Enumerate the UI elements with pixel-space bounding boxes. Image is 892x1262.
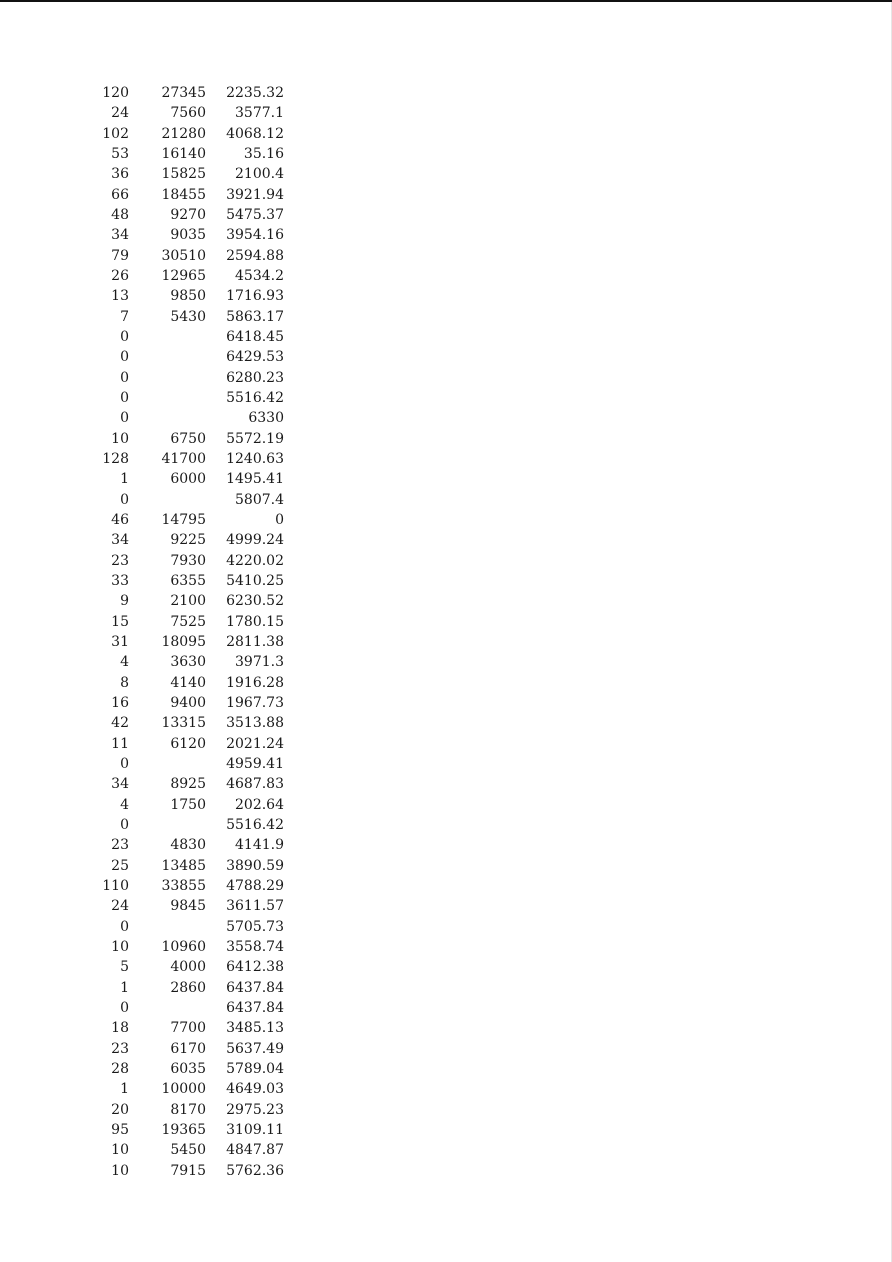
table-row (97, 144, 284, 164)
table-row (97, 876, 284, 896)
value-cell: 3971.3 (235, 654, 284, 671)
table-row (97, 124, 284, 144)
amount-cell: 4140 (170, 674, 206, 691)
count-cell: 0 (120, 918, 129, 935)
count-cell: 0 (120, 369, 129, 386)
amount-cell: 13315 (161, 715, 206, 732)
table-row (97, 815, 284, 835)
amount-cell: 15825 (161, 166, 206, 183)
table-row (97, 1018, 284, 1038)
value-cell: 4999.24 (226, 532, 284, 549)
table-row (97, 591, 284, 611)
amount-cell: 30510 (161, 247, 206, 264)
count-cell: 23 (111, 837, 129, 854)
count-cell: 95 (111, 1121, 129, 1138)
amount-cell: 16140 (161, 146, 206, 163)
count-cell: 8 (120, 674, 129, 691)
amount-cell: 5450 (170, 1142, 206, 1159)
table-row (97, 734, 284, 754)
count-cell: 1 (120, 979, 129, 996)
amount-cell: 6355 (170, 573, 206, 590)
count-cell: 7 (120, 308, 129, 325)
count-cell: 9 (120, 593, 129, 610)
table-row (97, 551, 284, 571)
amount-cell (129, 490, 206, 510)
count-cell: 15 (111, 613, 129, 630)
table-row (97, 429, 284, 449)
count-cell: 0 (120, 349, 129, 366)
count-cell: 13 (111, 288, 129, 305)
value-cell: 5637.49 (226, 1040, 284, 1057)
count-cell: 48 (111, 207, 129, 224)
value-cell: 5807.4 (235, 491, 284, 508)
amount-cell: 6750 (170, 430, 206, 447)
table-row (97, 1079, 284, 1099)
count-cell: 20 (111, 1101, 129, 1118)
value-cell: 6429.53 (226, 349, 284, 366)
value-cell: 5789.04 (226, 1060, 284, 1077)
count-cell: 10 (111, 1162, 129, 1179)
count-cell: 36 (111, 166, 129, 183)
table-row (97, 1038, 284, 1058)
value-cell: 1240.63 (226, 451, 284, 468)
amount-cell (129, 916, 206, 936)
table-row (97, 266, 284, 286)
amount-cell: 21280 (161, 125, 206, 142)
table-row (97, 937, 284, 957)
amount-cell: 9845 (170, 898, 206, 915)
value-cell: 3109.11 (226, 1121, 284, 1138)
count-cell: 5 (120, 959, 129, 976)
value-cell: 6437.84 (226, 999, 284, 1016)
amount-cell: 12965 (161, 268, 206, 285)
amount-cell: 41700 (161, 451, 206, 468)
count-cell: 10 (111, 430, 129, 447)
count-cell: 66 (111, 186, 129, 203)
amount-cell: 8170 (170, 1101, 206, 1118)
count-cell: 23 (111, 1040, 129, 1057)
amount-cell: 4000 (170, 959, 206, 976)
count-cell: 79 (111, 247, 129, 264)
amount-cell: 6120 (170, 735, 206, 752)
table-row (97, 490, 284, 510)
count-cell: 34 (111, 532, 129, 549)
count-cell: 24 (111, 898, 129, 915)
count-cell: 23 (111, 552, 129, 569)
count-cell: 0 (120, 410, 129, 427)
value-cell: 6412.38 (226, 959, 284, 976)
table-row (97, 1140, 284, 1160)
amount-cell: 5430 (170, 308, 206, 325)
value-cell: 5863.17 (226, 308, 284, 325)
amount-cell: 33855 (161, 877, 206, 894)
count-cell: 46 (111, 512, 129, 529)
value-cell: 6418.45 (226, 329, 284, 346)
amount-cell (129, 388, 206, 408)
count-cell: 10 (111, 938, 129, 955)
amount-cell: 6170 (170, 1040, 206, 1057)
value-cell: 1716.93 (226, 288, 284, 305)
amount-cell: 18455 (161, 186, 206, 203)
table-row (97, 368, 284, 388)
table-row (97, 977, 284, 997)
amount-cell (129, 368, 206, 388)
table-row (97, 307, 284, 327)
table-row (97, 347, 284, 367)
table-row (97, 652, 284, 672)
value-cell: 5762.36 (226, 1162, 284, 1179)
table-row (97, 388, 284, 408)
amount-cell: 7525 (170, 613, 206, 630)
table-row (97, 469, 284, 489)
value-cell: 35.16 (243, 146, 284, 163)
amount-cell: 9400 (170, 695, 206, 711)
count-cell: 0 (120, 491, 129, 508)
table-row (97, 632, 284, 652)
count-cell: 0 (120, 329, 129, 346)
value-cell: 2594.88 (226, 247, 284, 264)
amount-cell: 1750 (170, 796, 206, 813)
amount-cell: 7930 (170, 552, 206, 569)
table-row (97, 530, 284, 550)
count-cell: 120 (102, 85, 129, 102)
count-cell: 10 (111, 1142, 129, 1159)
value-cell: 6280.23 (226, 369, 284, 386)
count-cell: 18 (111, 1020, 129, 1037)
table-row (97, 835, 284, 855)
value-cell: 4847.87 (226, 1142, 284, 1159)
count-cell: 0 (120, 816, 129, 833)
count-cell: 102 (102, 125, 129, 142)
amount-cell: 6035 (170, 1060, 206, 1077)
table-row (97, 1160, 284, 1180)
amount-cell: 19365 (161, 1121, 206, 1138)
value-cell: 5410.25 (226, 573, 284, 590)
value-cell: 2235.32 (226, 85, 284, 102)
amount-cell: 13485 (161, 857, 206, 874)
value-cell: 2100.4 (235, 166, 284, 183)
table-row (97, 957, 284, 977)
amount-cell: 27345 (161, 85, 206, 102)
value-cell: 3513.88 (226, 715, 284, 732)
amount-cell: 7700 (170, 1020, 206, 1037)
table-row (97, 225, 284, 245)
count-cell: 31 (111, 634, 129, 651)
count-cell: 1 (120, 471, 129, 488)
value-cell: 4959.41 (226, 755, 284, 772)
table-row (97, 774, 284, 794)
value-cell: 4788.29 (226, 877, 284, 894)
count-cell: 11 (111, 735, 129, 752)
value-cell: 0 (275, 512, 284, 529)
page-top-border (0, 0, 892, 2)
value-cell: 5516.42 (226, 390, 284, 407)
amount-cell: 6000 (170, 471, 206, 488)
table-row (97, 185, 284, 205)
count-cell: 53 (111, 146, 129, 163)
table-row (97, 693, 284, 713)
value-cell: 1967.73 (226, 695, 284, 711)
value-cell: 4687.83 (226, 776, 284, 793)
value-cell: 1780.15 (226, 613, 284, 630)
table-row (97, 713, 284, 733)
count-cell: 1 (120, 1081, 129, 1098)
value-cell: 2021.24 (226, 735, 284, 752)
table-row (97, 164, 284, 184)
amount-cell: 10960 (161, 938, 206, 955)
count-cell: 33 (111, 573, 129, 590)
amount-cell: 9270 (170, 207, 206, 224)
amount-cell (129, 815, 206, 835)
amount-cell (129, 347, 206, 367)
value-cell: 4534.2 (235, 268, 284, 285)
amount-cell (129, 998, 206, 1018)
amount-cell: 10000 (161, 1081, 206, 1098)
count-cell: 4 (120, 796, 129, 813)
count-cell: 34 (111, 227, 129, 244)
count-cell: 24 (111, 105, 129, 122)
value-cell: 4068.12 (226, 125, 284, 142)
count-cell: 25 (111, 857, 129, 874)
table-row (97, 896, 284, 916)
count-cell: 110 (102, 877, 129, 894)
table-row (97, 246, 284, 266)
count-cell: 128 (102, 451, 129, 468)
value-cell: 3611.57 (226, 898, 284, 915)
table-row (97, 510, 284, 530)
amount-cell (129, 754, 206, 774)
data-table (97, 83, 284, 1181)
count-cell: 0 (120, 755, 129, 772)
table-row (97, 408, 284, 428)
table-row (97, 103, 284, 123)
table-row (97, 83, 284, 103)
count-cell: 16 (111, 695, 129, 711)
amount-cell: 14795 (161, 512, 206, 529)
value-cell: 1495.41 (226, 471, 284, 488)
amount-cell: 9035 (170, 227, 206, 244)
amount-cell: 8925 (170, 776, 206, 793)
table-row (97, 754, 284, 774)
table-row (97, 449, 284, 469)
value-cell: 4220.02 (226, 552, 284, 569)
count-cell: 34 (111, 776, 129, 793)
table-row (97, 327, 284, 347)
value-cell: 1916.28 (226, 674, 284, 691)
count-cell: 42 (111, 715, 129, 732)
table-row (97, 673, 284, 693)
value-cell: 6437.84 (226, 979, 284, 996)
table-row (97, 998, 284, 1018)
value-cell: 3577.1 (235, 105, 284, 122)
count-cell: 0 (120, 390, 129, 407)
count-cell: 0 (120, 999, 129, 1016)
table-row (97, 1120, 284, 1140)
value-cell: 5705.73 (226, 918, 284, 935)
value-cell: 5572.19 (226, 430, 284, 447)
amount-cell: 18095 (161, 634, 206, 651)
value-cell: 3558.74 (226, 938, 284, 955)
table-row (97, 855, 284, 875)
value-cell: 6230.52 (226, 593, 284, 610)
value-cell: 2811.38 (226, 634, 284, 651)
value-cell: 3890.59 (226, 857, 284, 874)
table-row (97, 205, 284, 225)
data-table-body (97, 83, 284, 1181)
table-row (97, 1059, 284, 1079)
amount-cell: 9850 (170, 288, 206, 305)
amount-cell: 2860 (170, 979, 206, 996)
value-cell: 5516.42 (226, 816, 284, 833)
amount-cell (129, 408, 206, 428)
table-row (97, 794, 284, 814)
table-row (97, 571, 284, 591)
table-row (97, 916, 284, 936)
value-cell: 4649.03 (226, 1081, 284, 1098)
amount-cell: 4830 (170, 837, 206, 854)
value-cell: 3954.16 (226, 227, 284, 244)
value-cell: 5475.37 (226, 207, 284, 224)
value-cell: 4141.9 (235, 837, 284, 854)
amount-cell: 3630 (170, 654, 206, 671)
count-cell: 4 (120, 654, 129, 671)
amount-cell: 9225 (170, 532, 206, 549)
value-cell: 3921.94 (226, 186, 284, 203)
amount-cell: 7560 (170, 105, 206, 122)
value-cell: 2975.23 (226, 1101, 284, 1118)
table-row (97, 1099, 284, 1119)
amount-cell (129, 327, 206, 347)
value-cell: 3485.13 (226, 1020, 284, 1037)
count-cell: 26 (111, 268, 129, 285)
amount-cell: 7915 (170, 1162, 206, 1179)
table-row (97, 612, 284, 632)
count-cell: 28 (111, 1060, 129, 1077)
value-cell: 202.64 (235, 796, 284, 813)
amount-cell: 2100 (170, 593, 206, 610)
table-row (97, 286, 284, 306)
value-cell: 6330 (248, 410, 284, 427)
